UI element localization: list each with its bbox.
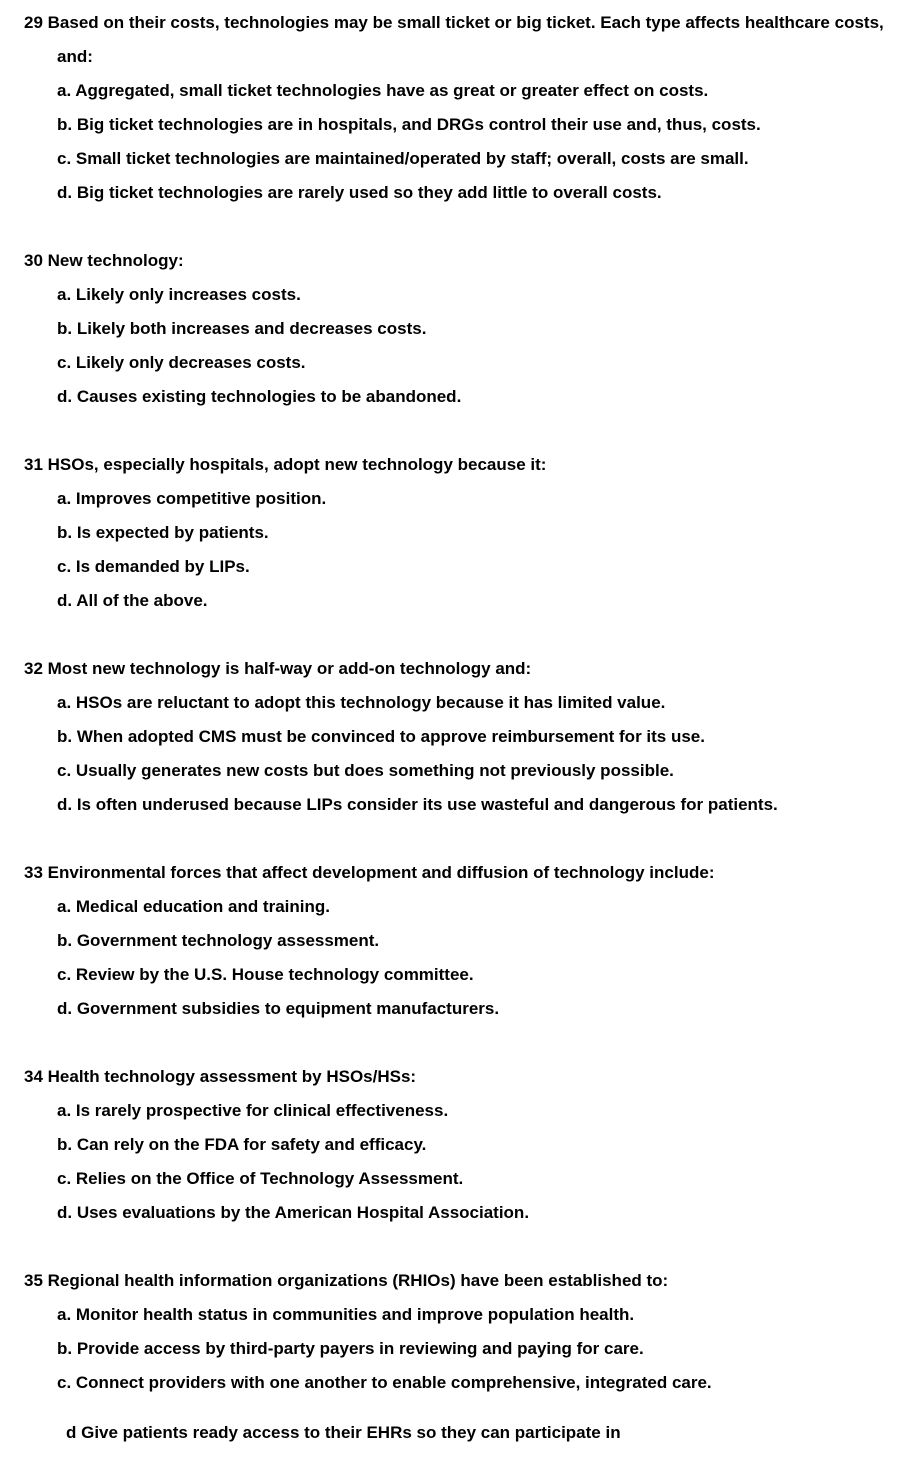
answer-option-b: b. Can rely on the FDA for safety and efficacy. — [57, 1135, 427, 1154]
answer-option-c: c. Likely only decreases costs. — [57, 353, 306, 372]
answer-option-c: c. Connect providers with one another to enable comprehensive, integrated care. — [57, 1373, 712, 1392]
answer-option-b: b. Is expected by patients. — [57, 523, 269, 542]
answer-option-d: d. Causes existing technologies to be abandoned. — [57, 387, 462, 406]
answer-option-b: b. Provide access by third-party payers in reviewing and paying for care. — [57, 1339, 644, 1358]
question-stem: 31 HSOs, especially hospitals, adopt new technology because it: — [24, 455, 547, 474]
answer-option-a: a. HSOs are reluctant to adopt this technology because it has limited value. — [57, 693, 666, 712]
question-29 — [24, 6, 904, 210]
question-stem: 32 Most new technology is half-way or add-on technology and: — [24, 659, 532, 678]
question-34 — [24, 1060, 904, 1230]
answer-option-d: d. Uses evaluations by the American Hospital Association. — [57, 1203, 530, 1222]
answer-option-d: d. Government subsidies to equipment manufacturers. — [57, 999, 500, 1018]
question-stem: 30 New technology: — [24, 251, 184, 270]
answer-option-b: b. Big ticket technologies are in hospitals, and DRGs control their use and, thus, costs. — [57, 115, 761, 134]
answer-option-a: a. Likely only increases costs. — [57, 285, 301, 304]
answer-option-a: a. Medical education and training. — [57, 897, 330, 916]
answer-option-a: a. Monitor health status in communities and improve population health. — [57, 1305, 635, 1324]
answer-option-a: a. Aggregated, small ticket technologies have as great or greater effect on costs. — [57, 81, 709, 100]
question-stem: 29 Based on their costs, technologies may be small ticket or big ticket. Each type affects healthcare costs, — [24, 13, 884, 32]
answer-option-c: c. Is demanded by LIPs. — [57, 557, 250, 576]
answer-option-a: a. Is rarely prospective for clinical effectiveness. — [57, 1101, 449, 1120]
question-32 — [24, 652, 904, 822]
question-stem: 34 Health technology assessment by HSOs/HSs: — [24, 1067, 417, 1086]
answer-option-d: d. All of the above. — [57, 591, 208, 610]
answer-option-c: c. Review by the U.S. House technology committee. — [57, 965, 474, 984]
question-31 — [24, 448, 904, 618]
question-33 — [24, 856, 904, 1026]
question-stem-continuation: and: — [57, 47, 93, 66]
question-stem: 35 Regional health information organizations (RHIOs) have been established to: — [24, 1271, 669, 1290]
question-stem: 33 Environmental forces that affect development and diffusion of technology include: — [24, 863, 715, 882]
question-30 — [24, 244, 904, 414]
answer-option-b: b. When adopted CMS must be convinced to approve reimbursement for its use. — [57, 727, 705, 746]
answer-option-d: d. Is often underused because LIPs consider its use wasteful and dangerous for patients. — [57, 795, 778, 814]
answer-option-b: b. Likely both increases and decreases costs. — [57, 319, 427, 338]
answer-option-c: c. Small ticket technologies are maintained/operated by staff; overall, costs are small. — [57, 149, 749, 168]
answer-option-d: d. Big ticket technologies are rarely used so they add little to overall costs. — [57, 183, 662, 202]
answer-option-b: b. Government technology assessment. — [57, 931, 380, 950]
answer-option-a: a. Improves competitive position. — [57, 489, 327, 508]
question-35 — [24, 1264, 904, 1400]
answer-option-c: c. Relies on the Office of Technology Assessment. — [57, 1169, 464, 1188]
answer-option-c: c. Usually generates new costs but does something not previously possible. — [57, 761, 674, 780]
answer-option-d-truncated: d Give patients ready access to their EHRs so they can participate in — [66, 1423, 621, 1442]
